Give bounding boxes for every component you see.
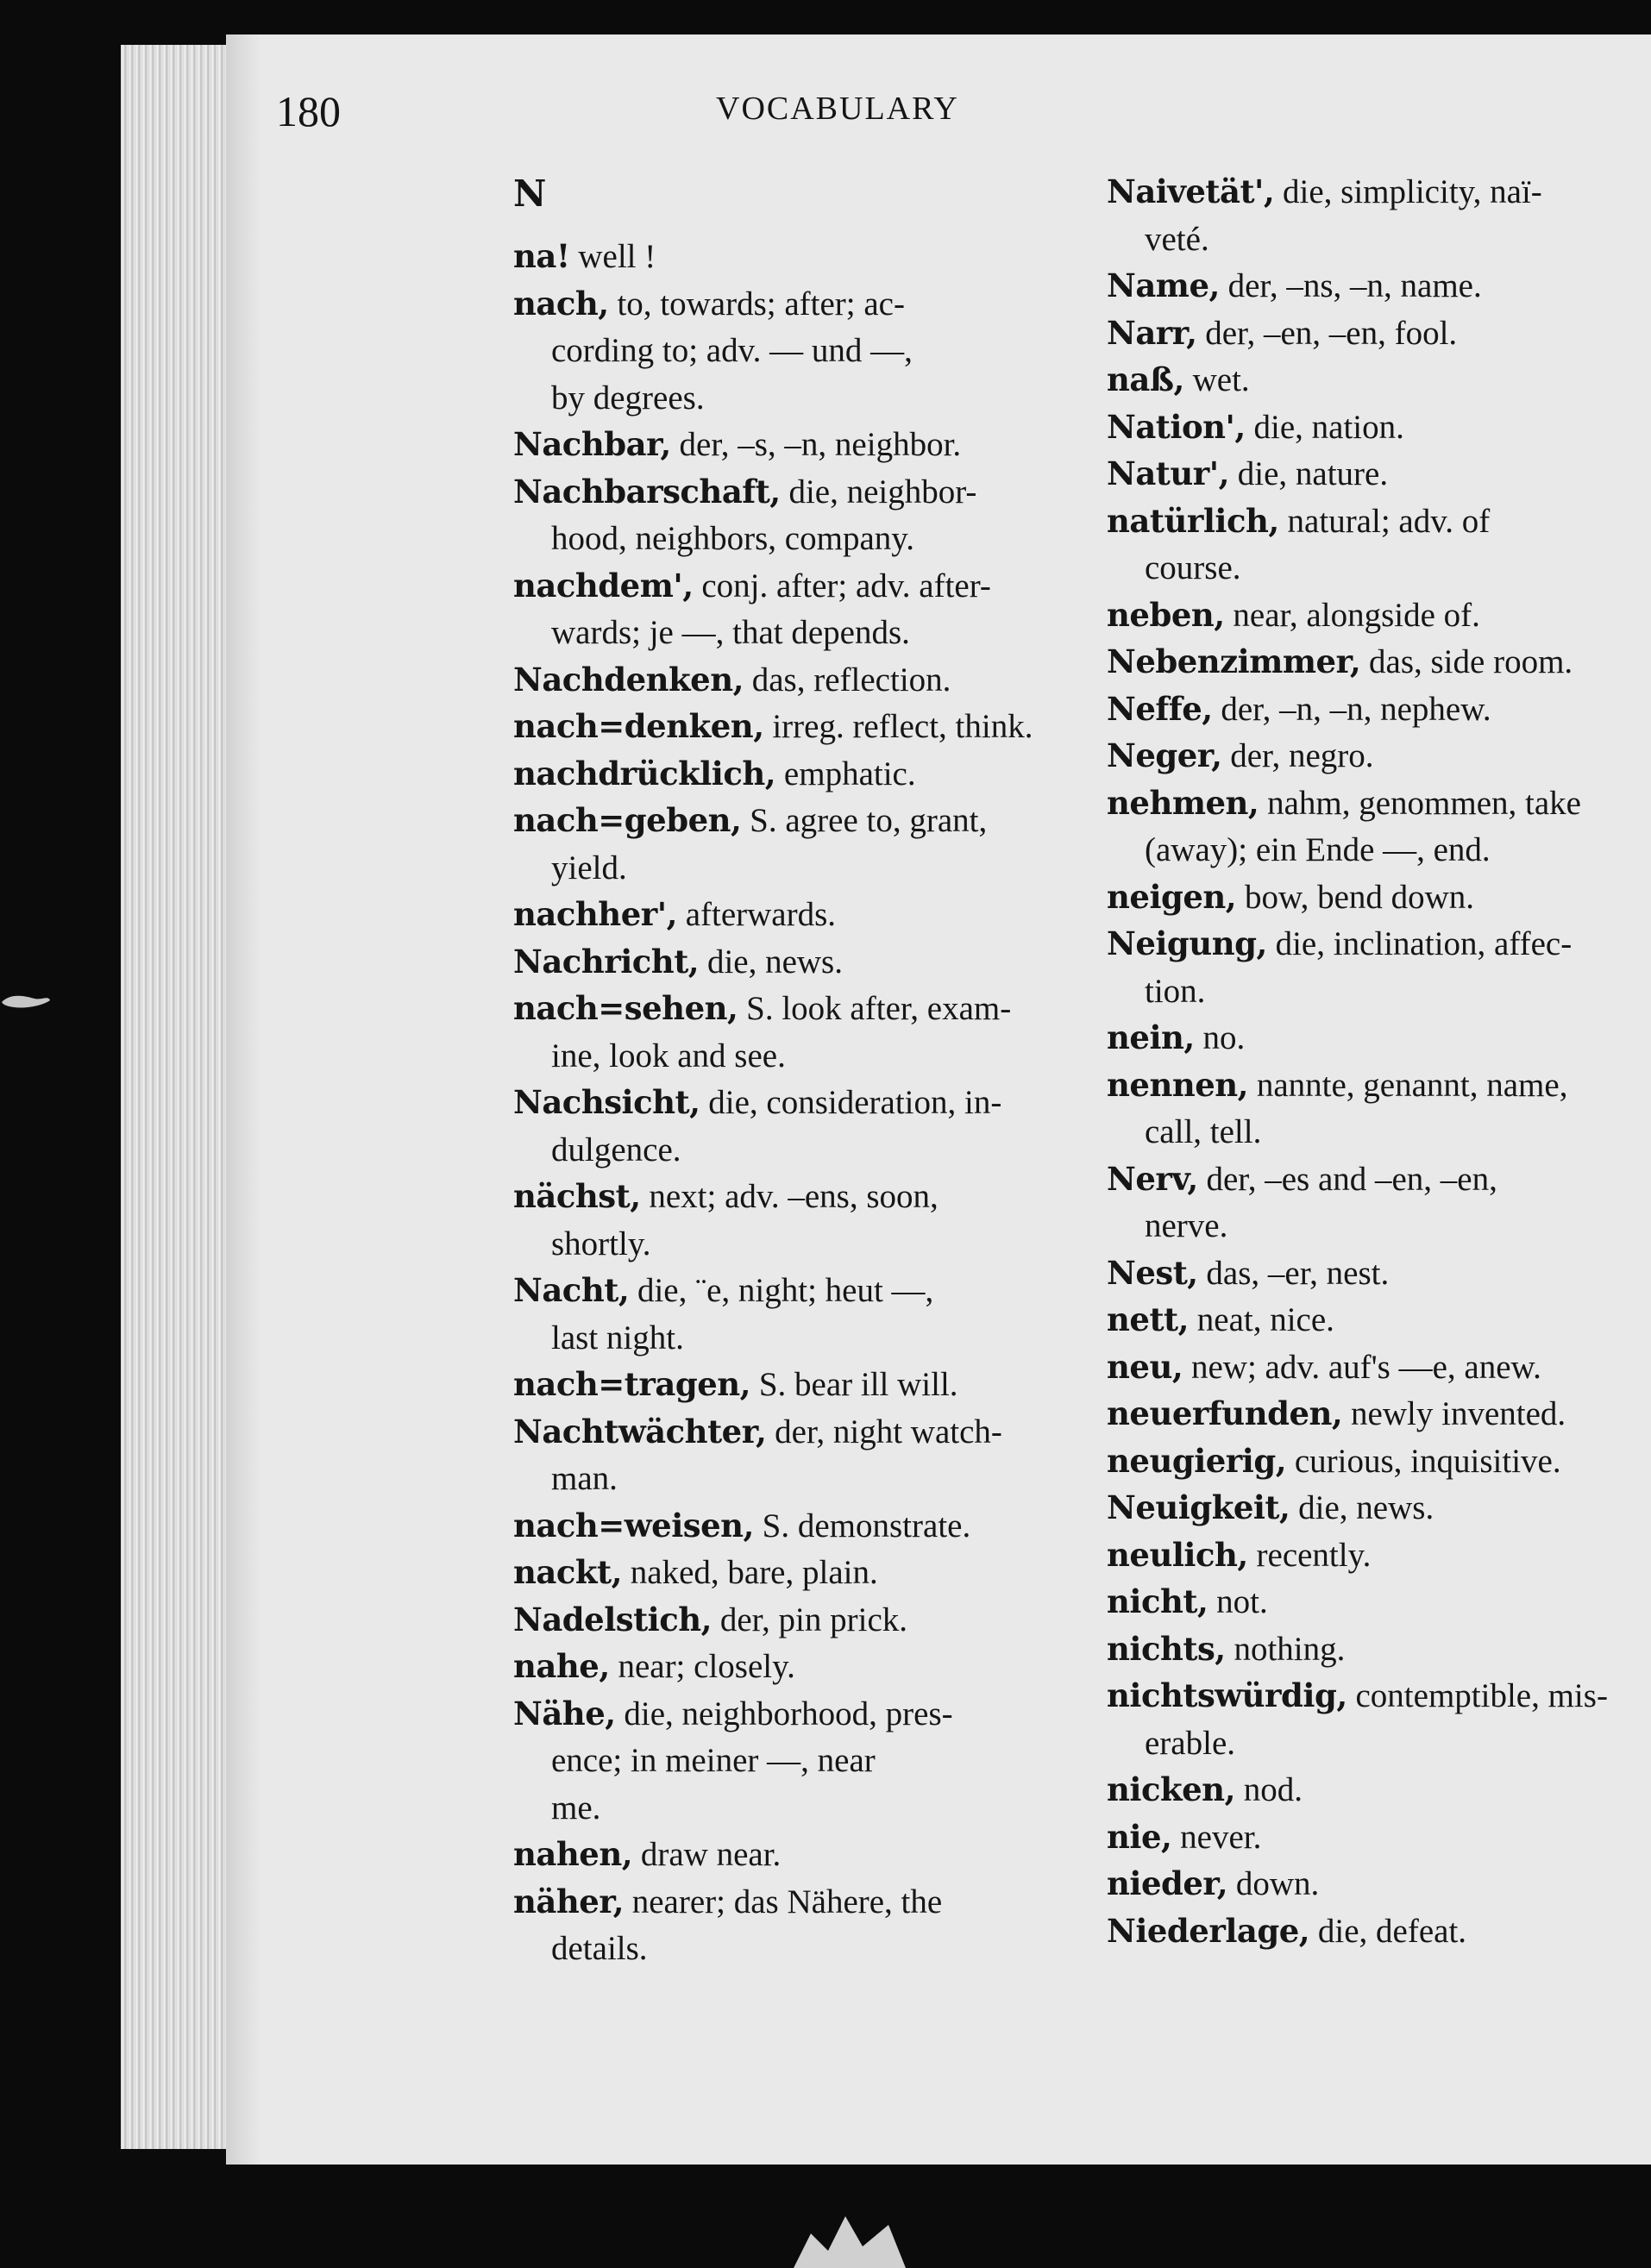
entry-headword: nahe,	[513, 1647, 610, 1685]
entry-definition: near; closely.	[618, 1648, 795, 1685]
dictionary-entry	[1107, 501, 1491, 586]
dictionary-entry	[1107, 1394, 1566, 1433]
entry-headword: neigen,	[1107, 877, 1237, 916]
dictionary-entry	[513, 895, 836, 934]
entry-headword: Neuigkeit,	[1107, 1488, 1290, 1526]
entry-headword: nachher',	[513, 895, 677, 933]
entry-definition: die, consideration, in-	[708, 1084, 1002, 1121]
entry-continuation: dulgence.	[551, 1131, 681, 1168]
dictionary-entry	[1107, 454, 1388, 493]
dictionary-entry	[513, 1835, 781, 1874]
bottom-scan-artifact	[776, 2199, 932, 2268]
gutter-shadow	[226, 34, 261, 2165]
entry-headword: nach=weisen,	[513, 1506, 754, 1544]
entry-headword: Narr,	[1107, 313, 1197, 352]
entry-definition: to, towards; after; ac-	[617, 285, 905, 323]
entry-definition: irreg. reflect, think.	[772, 708, 1033, 745]
entry-definition: wet.	[1192, 361, 1250, 398]
entry-headword: neben,	[1107, 595, 1225, 634]
dictionary-entry	[513, 1601, 907, 1639]
entry-headword: neulich,	[1107, 1535, 1248, 1574]
entry-headword: nichtswürdig,	[1107, 1676, 1347, 1714]
entry-definition: newly invented.	[1351, 1395, 1566, 1432]
dictionary-entry	[1107, 1159, 1497, 1244]
entry-headword: nachdem',	[513, 566, 694, 605]
entry-headword: Nachricht,	[513, 942, 700, 981]
entry-headword: neuerfunden,	[1107, 1394, 1343, 1432]
entry-headword: Natur',	[1107, 454, 1229, 492]
dictionary-entry	[1107, 878, 1474, 917]
dictionary-entry	[1107, 408, 1404, 447]
dictionary-entry	[1107, 1864, 1319, 1903]
dictionary-entry	[513, 755, 916, 793]
entry-definition: conj. after; adv. after-	[701, 567, 991, 605]
entry-continuation: me.	[551, 1789, 601, 1826]
entry-continuation: tion.	[1145, 972, 1206, 1010]
entry-definition: emphatic.	[783, 755, 916, 793]
dictionary-entry	[1107, 736, 1374, 775]
dictionary-entry	[1107, 360, 1250, 399]
entry-headword: nie,	[1107, 1817, 1172, 1856]
entry-continuation: hood, neighbors, company.	[551, 520, 914, 557]
entry-definition: next; adv. –ens, soon,	[649, 1178, 938, 1215]
entry-continuation: course.	[1145, 549, 1241, 586]
entry-continuation: call, tell.	[1145, 1113, 1262, 1150]
entry-headword: nahen,	[513, 1835, 633, 1873]
section-letter: N	[513, 172, 547, 215]
entry-headword: Nacht,	[513, 1271, 630, 1309]
dictionary-entry	[513, 989, 1012, 1074]
entry-continuation: erable.	[1145, 1724, 1236, 1762]
entry-headword: Neger,	[1107, 736, 1222, 774]
entry-headword: Nadelstich,	[513, 1600, 713, 1638]
entry-headword: nett,	[1107, 1300, 1190, 1338]
entry-headword: neugierig,	[1107, 1441, 1287, 1480]
entry-definition: nothing.	[1234, 1630, 1346, 1668]
entry-definition: nahm, genommen, take	[1267, 784, 1581, 822]
dictionary-entry	[1107, 1676, 1608, 1762]
entry-headword: Nähe,	[513, 1694, 616, 1732]
entry-headword: Nachsicht,	[513, 1083, 700, 1121]
entry-definition: die, neighbor-	[788, 473, 977, 511]
entry-definition: die, simplicity, naï-	[1283, 173, 1542, 210]
entry-definition: nod.	[1243, 1771, 1303, 1808]
dictionary-entry	[513, 1694, 953, 1826]
entry-headword: Niederlage,	[1107, 1911, 1310, 1950]
entry-definition: der, night watch-	[775, 1413, 1002, 1450]
dictionary-entry	[1107, 690, 1491, 729]
entry-headword: neu,	[1107, 1347, 1183, 1386]
entry-headword: Nachdenken,	[513, 660, 744, 699]
dictionary-entry	[1107, 1630, 1345, 1669]
entry-continuation: nerve.	[1145, 1207, 1228, 1244]
entry-headword: Nachbar,	[513, 425, 671, 463]
dictionary-entry	[1107, 266, 1482, 305]
entry-continuation: (away); ein Ende —, end.	[1145, 831, 1491, 868]
entry-definition: afterwards.	[685, 896, 837, 933]
entry-definition: der, pin prick.	[719, 1601, 908, 1638]
entry-headword: Nest,	[1107, 1253, 1198, 1292]
entry-definition: draw near.	[640, 1836, 782, 1873]
dictionary-entry	[513, 1412, 1002, 1497]
dictionary-entry	[513, 1083, 1002, 1168]
entry-continuation: shortly.	[551, 1225, 651, 1262]
entry-definition: no.	[1202, 1019, 1246, 1056]
entry-definition: well !	[578, 238, 656, 275]
entry-definition: near, alongside of.	[1233, 596, 1480, 634]
entry-headword: nach=denken,	[513, 707, 764, 745]
entry-continuation: details.	[551, 1930, 648, 1967]
dictionary-entry	[513, 472, 977, 557]
running-head: VOCABULARY	[716, 91, 959, 127]
dictionary-entry	[1107, 1770, 1303, 1809]
dictionary-entry	[1107, 596, 1480, 635]
entry-continuation: ine, look and see.	[551, 1037, 786, 1074]
dictionary-entry	[513, 1507, 970, 1545]
page-number: 180	[276, 87, 341, 135]
dictionary-entry	[1107, 783, 1581, 868]
entry-definition: der, –es and –en, –en,	[1206, 1160, 1497, 1198]
entry-headword: Nebenzimmer,	[1107, 642, 1361, 680]
entry-definition: never.	[1180, 1818, 1262, 1856]
entry-definition: das, reflection.	[751, 661, 951, 699]
entry-headword: nein,	[1107, 1018, 1195, 1056]
dictionary-entry	[513, 707, 1033, 746]
entry-definition: curious, inquisitive.	[1294, 1442, 1561, 1480]
entry-headword: nieder,	[1107, 1864, 1228, 1902]
entry-definition: naked, bare, plain.	[630, 1554, 878, 1591]
dictionary-entry	[513, 801, 988, 887]
dictionary-entry	[1107, 1018, 1245, 1057]
dictionary-entry	[1107, 1348, 1541, 1387]
entry-headword: Nation',	[1107, 407, 1246, 446]
entry-headword: Name,	[1107, 266, 1220, 304]
entry-definition: bow, bend down.	[1244, 878, 1475, 916]
entry-headword: nehmen,	[1107, 783, 1259, 822]
entry-definition: S. agree to, grant,	[750, 802, 988, 839]
dictionary-entry	[1107, 1818, 1261, 1857]
entry-continuation: last night.	[551, 1319, 684, 1356]
entry-definition: der, –n, –n, nephew.	[1221, 690, 1491, 728]
entry-headword: naß,	[1107, 360, 1184, 398]
entry-headword: Neffe,	[1107, 689, 1213, 728]
entry-headword: nicken,	[1107, 1770, 1235, 1808]
entry-headword: na!	[513, 237, 570, 275]
dictionary-entry	[1107, 1254, 1389, 1293]
dictionary-entry	[1107, 1442, 1561, 1481]
dictionary-entry	[513, 284, 913, 417]
entry-headword: nichts,	[1107, 1629, 1226, 1668]
entry-definition: natural; adv. of	[1287, 502, 1491, 540]
entry-definition: die, news.	[706, 943, 843, 981]
entry-definition: der, negro.	[1230, 737, 1374, 774]
entry-definition: das, –er, nest.	[1206, 1254, 1390, 1292]
entry-headword: nachdrücklich,	[513, 754, 776, 793]
dictionary-entry	[513, 943, 843, 981]
entry-continuation: veté.	[1145, 220, 1209, 258]
entry-definition: die, nature.	[1237, 455, 1389, 492]
entry-continuation: ence; in meiner —, near	[551, 1742, 876, 1779]
entry-continuation: yield.	[551, 849, 627, 887]
entry-headword: nächst,	[513, 1177, 641, 1215]
entry-headword: nach,	[513, 284, 609, 323]
entry-continuation: man.	[551, 1460, 618, 1497]
entry-definition: die, defeat.	[1317, 1912, 1467, 1950]
entry-headword: Nachtwächter,	[513, 1412, 767, 1450]
dictionary-entry	[513, 1271, 934, 1356]
dictionary-entry	[513, 661, 951, 699]
entry-definition: nannte, genannt, name,	[1256, 1066, 1568, 1104]
entry-definition: die, news.	[1298, 1489, 1434, 1526]
dictionary-entry	[513, 1365, 958, 1404]
entry-definition: S. demonstrate.	[762, 1507, 971, 1544]
entry-definition: S. bear ill will.	[758, 1366, 958, 1403]
entry-definition: der, –ns, –n, name.	[1227, 267, 1482, 304]
entry-definition: new; adv. auf's —e, anew.	[1190, 1348, 1541, 1386]
entry-definition: down.	[1235, 1865, 1320, 1902]
dictionary-entry	[1107, 314, 1457, 353]
dictionary-entry	[1107, 924, 1573, 1010]
entry-headword: nach=tragen,	[513, 1365, 751, 1403]
entry-definition: der, –en, –en, fool.	[1205, 314, 1458, 352]
dictionary-entry	[1107, 1300, 1334, 1339]
dictionary-entry	[513, 1882, 943, 1967]
entry-headword: Nerv,	[1107, 1159, 1198, 1198]
entry-definition: nearer; das Nähere, the	[631, 1883, 943, 1920]
dictionary-entry	[1107, 1065, 1568, 1150]
entry-definition: die, ¨e, night; heut —,	[637, 1272, 934, 1309]
entry-headword: näher,	[513, 1882, 624, 1920]
dictionary-entry	[513, 1177, 938, 1262]
entry-continuation: cording to; adv. — und —,	[551, 332, 913, 369]
entry-continuation: wards; je —, that depends.	[551, 614, 910, 651]
entry-definition: die, nation.	[1253, 408, 1404, 446]
entry-definition: die, inclination, affec-	[1275, 925, 1573, 962]
dictionary-entry	[513, 1647, 795, 1686]
dictionary-entry	[1107, 172, 1542, 258]
entry-definition: recently.	[1256, 1536, 1372, 1574]
entry-definition: not.	[1216, 1583, 1268, 1620]
entry-headword: nach=geben,	[513, 801, 742, 839]
entry-continuation: by degrees.	[551, 379, 705, 417]
entry-headword: Nachbarschaft,	[513, 472, 781, 511]
dictionary-entry	[513, 237, 656, 276]
entry-headword: nackt,	[513, 1553, 623, 1591]
dictionary-entry	[1107, 1582, 1268, 1621]
entry-definition: neat, nice.	[1196, 1301, 1334, 1338]
entry-definition: S. look after, exam-	[746, 990, 1012, 1027]
dictionary-entry	[1107, 1536, 1371, 1575]
entry-headword: nennen,	[1107, 1065, 1249, 1104]
entry-headword: nicht,	[1107, 1582, 1208, 1620]
dictionary-entry	[513, 566, 991, 651]
entry-definition: das, side room.	[1369, 643, 1573, 680]
dictionary-entry	[1107, 1488, 1434, 1527]
dictionary-entry	[513, 1553, 878, 1592]
dictionary-entry	[1107, 642, 1573, 681]
margin-blot	[0, 983, 52, 1018]
entry-definition: contemptible, mis-	[1355, 1677, 1608, 1714]
entry-definition: der, –s, –n, neighbor.	[679, 426, 962, 463]
entry-headword: Neigung,	[1107, 924, 1267, 962]
entry-headword: nach=sehen,	[513, 989, 738, 1027]
dictionary-entry	[1107, 1912, 1466, 1951]
entry-headword: natürlich,	[1107, 501, 1279, 540]
entry-headword: Naivetät',	[1107, 172, 1275, 210]
entry-definition: die, neighborhood, pres-	[624, 1695, 953, 1732]
dictionary-entry	[513, 425, 961, 464]
